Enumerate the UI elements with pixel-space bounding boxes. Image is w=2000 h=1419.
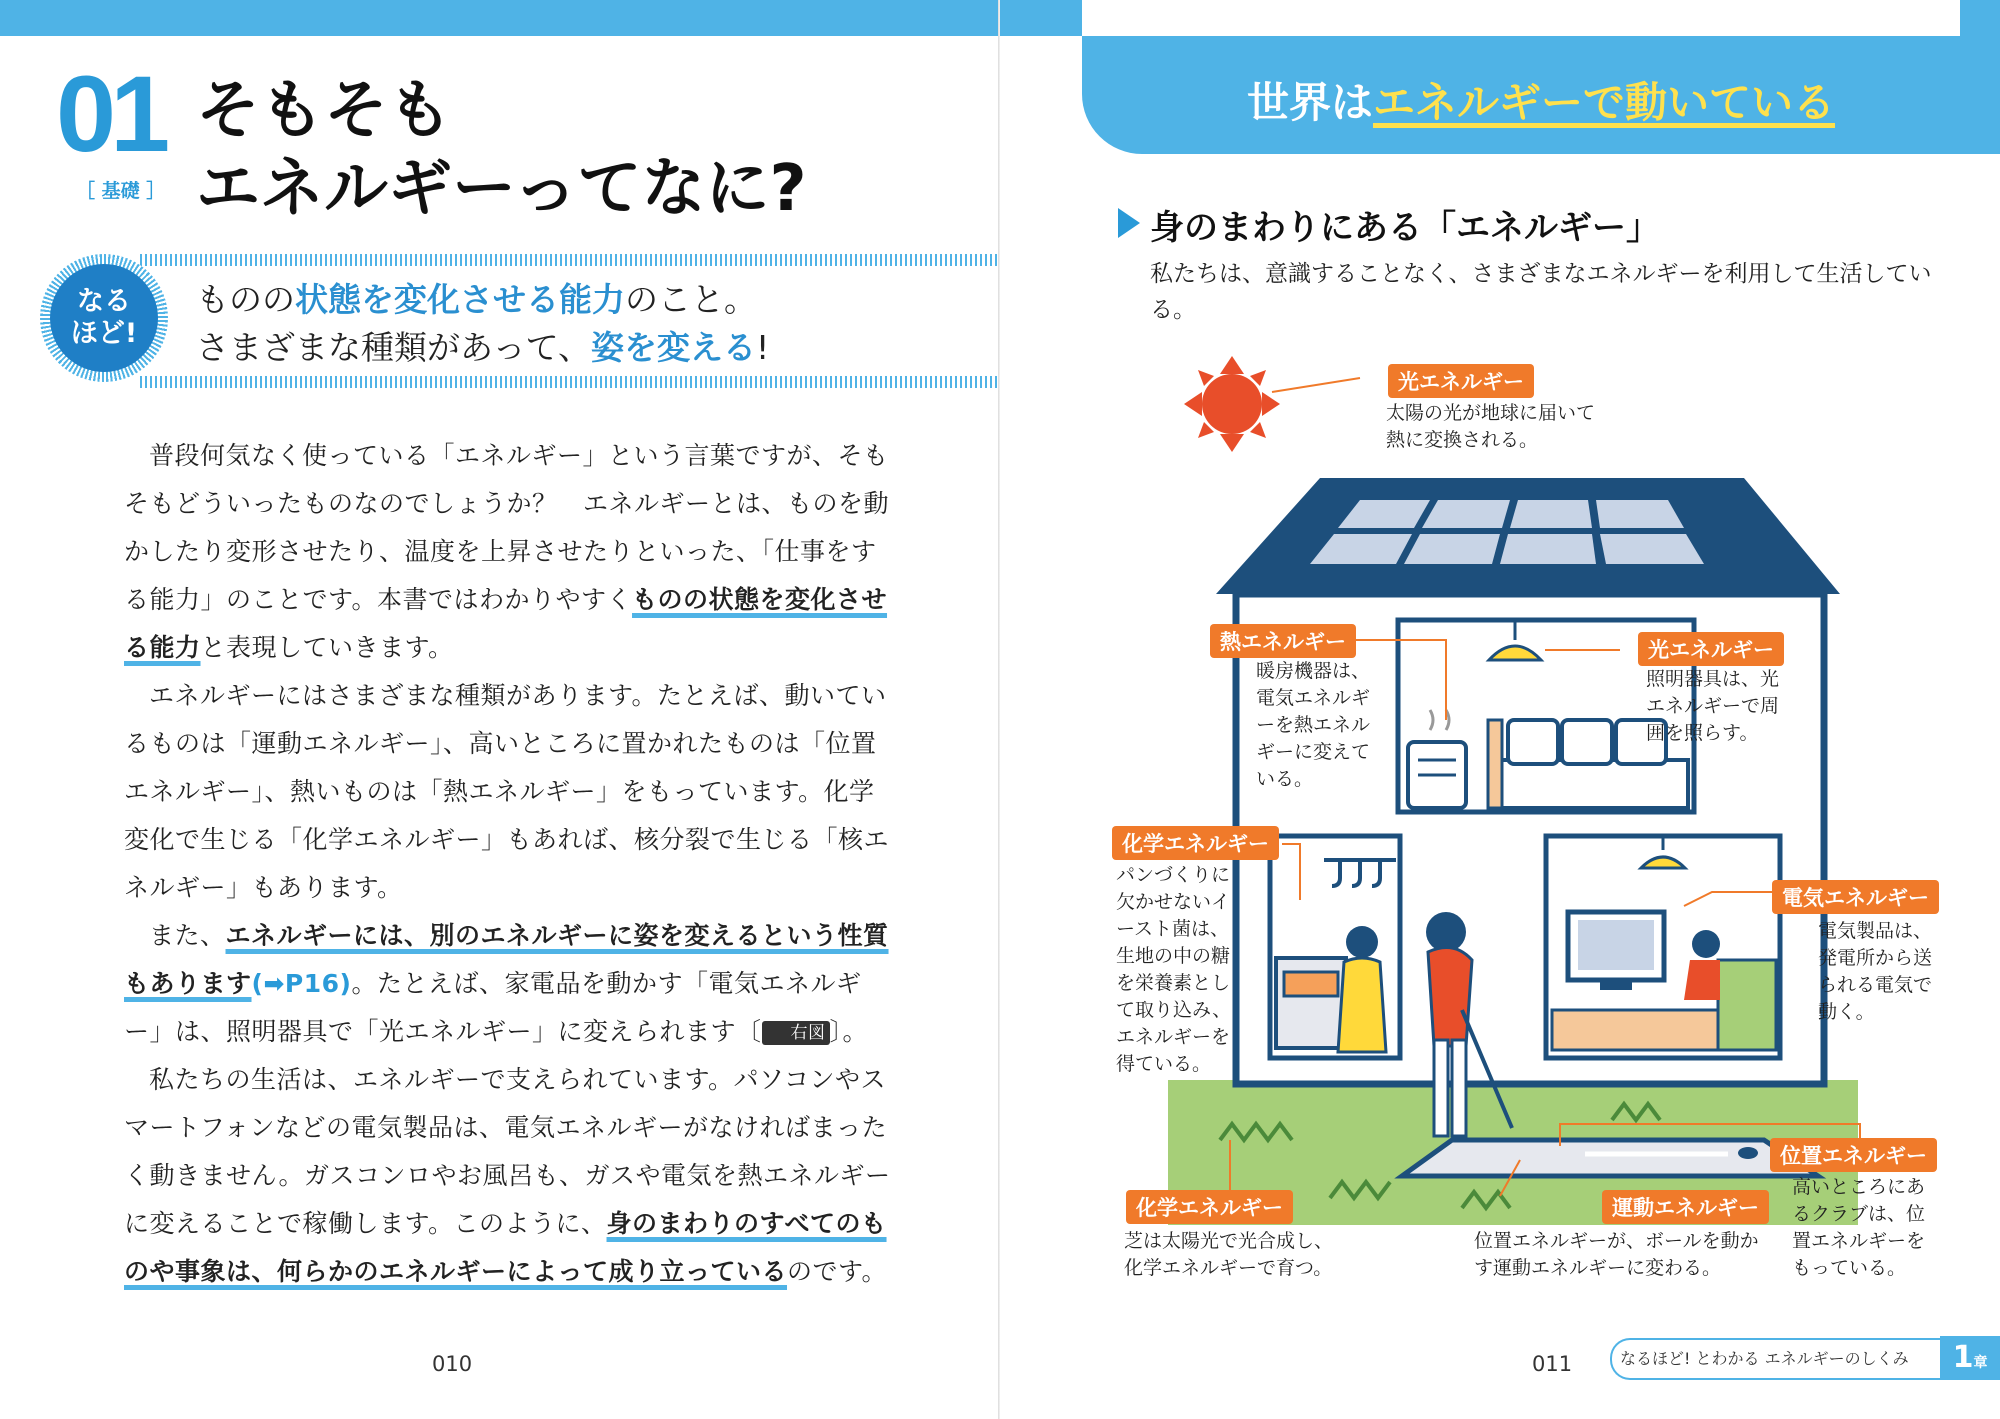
footer-chapter-suffix: 章 xyxy=(1973,1355,1988,1371)
badge-text-1: なる xyxy=(76,286,131,317)
label-yeast-chemical-energy: 化学エネルギー xyxy=(1112,826,1279,860)
label-heat-energy: 熱エネルギー xyxy=(1210,624,1356,658)
page-title xyxy=(196,72,807,228)
p1-text: 普段何気なく使っている「エネルギー」という言葉ですが、そもそもどういったものなのでしょうか？ エネルギーとは、ものを動かしたり変形させたり、温度を上昇させたりといった、「仕事をする能力」のことです。本書ではわかりやすく xyxy=(124,441,890,614)
paragraph-4 xyxy=(124,1056,894,1296)
label-sun-light-energy: 光エネルギー xyxy=(1388,364,1534,398)
badge-text-2: ほど! xyxy=(70,318,138,349)
page-number-left: 010 xyxy=(432,1352,473,1376)
p3-text: また、 xyxy=(149,921,226,950)
chapter-number: 01 xyxy=(56,53,165,174)
summary-l1-post: のこと。 xyxy=(625,280,757,319)
p4-text-end: のです。 xyxy=(787,1257,888,1286)
television-icon xyxy=(1568,912,1664,990)
header-title-pre: 世界は xyxy=(1246,78,1373,127)
header-title-highlight: エネルギーで動いている xyxy=(1373,78,1836,127)
summary-l2-pre: さまざまな種類があって、 xyxy=(196,328,592,367)
label-lamp-light-energy: 光エネルギー xyxy=(1638,632,1784,666)
caption-heat: 暖房機器は、 電気エネルギ ーを熱エネル ギーに変えて いる。 xyxy=(1256,660,1371,790)
caption-potential: 高いところにあ るクラブは、位 置エネルギーを もっている。 xyxy=(1792,1176,1926,1279)
body-text xyxy=(124,432,894,1296)
summary-band xyxy=(40,250,1000,390)
tee-pad xyxy=(1402,1140,1818,1176)
label-kinetic-energy: 運動エネルギー xyxy=(1602,1190,1769,1224)
p4-text: 私たちの生活は、エネルギーで支えられています。パソコンやスマートフォンなどの電気製品は、電気エネルギーがなければまったく動きません。ガスコンロやお風呂も、ガスや電気を熱エネルギーに変えることで稼働します。このように、 xyxy=(124,1065,891,1238)
page-reference-link[interactable]: (➡P16) xyxy=(251,969,352,998)
caption-yeast: パンづくりに 欠かせないイ ースト菌は、 生地の中の糖 を栄養素とし て取り込み、 エネルギーを 得ている。 xyxy=(1116,864,1232,1075)
footer-chapter-number: 1 xyxy=(1952,1340,1974,1375)
summary-l2-highlight: 姿を変える xyxy=(591,328,757,367)
paragraph-1 xyxy=(124,432,894,672)
p1-text-end: と表現していきます。 xyxy=(200,633,454,662)
title-line-2: エネルギーってなに? xyxy=(196,152,807,226)
page-number-right: 011 xyxy=(1532,1352,1573,1376)
footer-book-title: なるほど! とわかる エネルギーのしくみ xyxy=(1620,1349,1909,1368)
label-grass-chemical-energy: 化学エネルギー xyxy=(1126,1190,1293,1224)
caption-kinetic: 位置エネルギーが、ボールを動か す運動エネルギーに変わる。 xyxy=(1474,1230,1759,1279)
right-page xyxy=(1000,0,2000,1419)
section-text: 私たちは、意識することなく、さまざまなエネルギーを利用して生活している。 xyxy=(1150,261,1932,323)
band-top-line xyxy=(140,254,1000,266)
p3-emphasis: エネルギーには、別のエネルギーに姿を変えるという性質もあります xyxy=(124,921,889,998)
figure-chip: 右図 xyxy=(762,1021,830,1045)
p3-text-end: 〕。 xyxy=(829,1017,869,1046)
title-line-1: そもそも xyxy=(196,74,452,148)
top-bar xyxy=(0,0,1000,36)
band-bottom-line xyxy=(140,376,1000,388)
section-title: 身のまわりにある「エネルギー」 xyxy=(1150,208,1660,248)
p1-emphasis: ものの状態を変化させる能力 xyxy=(124,585,888,662)
label-potential-energy: 位置エネルギー xyxy=(1770,1138,1937,1172)
caption-lamp: 照明器具は、光 エネルギーで周 囲を照らす。 xyxy=(1646,668,1780,744)
chapter-tag: ［ 基礎 ］ xyxy=(76,180,166,202)
summary-l1-highlight: 状態を変化させる能力 xyxy=(295,280,625,319)
footer-chapter-badge xyxy=(1940,1336,2000,1380)
caption-grass: 芝は太陽光で光合成し、 化学エネルギーで育つ。 xyxy=(1124,1230,1334,1279)
p4-emphasis: 身のまわりのすべてのものや事象は、何らかのエネルギーによって成り立っている xyxy=(124,1209,887,1286)
p3-text-mid: 。たとえば、家電品を動かす「電気エネルギー」は、照明器具で「光エネルギー」に変えられます〔 xyxy=(124,969,862,1046)
summary-l1-pre: ものの xyxy=(196,280,295,319)
summary-text xyxy=(196,276,769,372)
caption-sun: 太陽の光が地球に届いて 熱に変換される。 xyxy=(1386,402,1596,451)
oven-icon xyxy=(1276,958,1346,1048)
naruhodo-badge xyxy=(40,254,168,382)
sun-icon xyxy=(1184,356,1280,452)
paragraph-3 xyxy=(124,912,894,1056)
summary-l2-post: ! xyxy=(756,328,770,367)
paragraph-2: エネルギーにはさまざまな種類があります。たとえば、動いているものは「運動エネルギー」、高いところに置かれたものは「位置エネルギー」、熱いものは「熱エネルギー」をもっています。化学変化で生じる「化学エネルギー」もあれば、核分裂で生じる「核エネルギー」もあります。 xyxy=(124,681,890,902)
label-electrical-energy: 電気エネルギー xyxy=(1772,880,1939,914)
caption-electric: 電気製品は、 発電所から送 られる電気で 動く。 xyxy=(1818,920,1933,1023)
